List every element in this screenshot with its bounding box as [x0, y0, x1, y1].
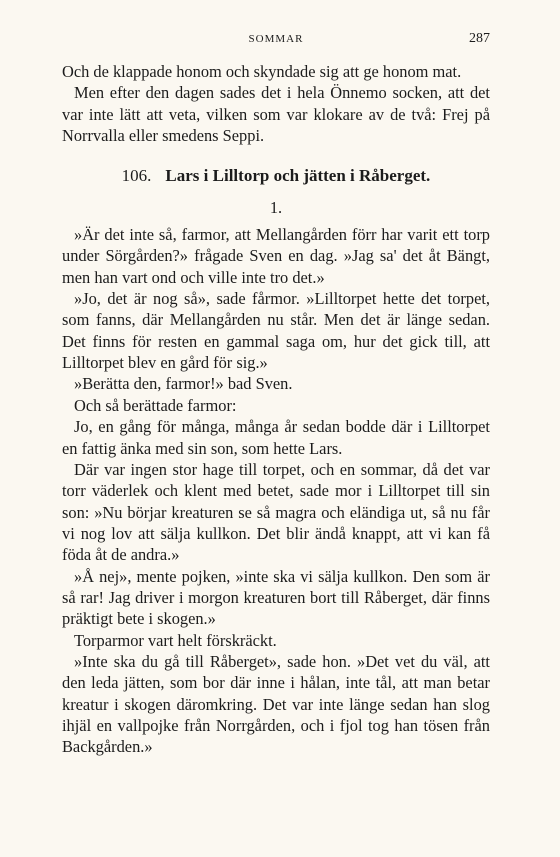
paragraph: »Inte ska du gå till Råberget», sade hon. »Det vet du väl, att den leda jätten, som bor där inne i hålan, inte tål, att man betar kreatur i skogen däromkring. Det var inte länge sedan han slog ihjäl en vallpojke från Norrgården, och i fjol tog han tösen från Backgården.» — [62, 651, 490, 757]
intro-paragraph: Men efter den dagen sades det i hela Önnemo socken, att det var inte lätt att veta, vilken som var klokare av de två: Frej på Norrvalla eller smedens Seppi. — [62, 83, 490, 146]
paragraph: Och så berättade farmor: — [74, 395, 237, 415]
paragraph: »Är det inte så, farmor, att Mellangården förr har varit ett torp under Sörgården?» frågade Sven en dag. »Jag sa' det åt Bängt, men han vart ond och ville inte tro det.» — [62, 225, 490, 287]
running-title: SOMMAR — [248, 33, 304, 45]
page-header — [62, 33, 490, 51]
section-number: 1. — [269, 197, 283, 217]
paragraph: »Berätta den, farmor!» bad Sven. — [74, 374, 293, 394]
paragraph: »Å nej», mente pojken, »inte ska vi sälja kullkon. Den som är så rar! Jag driver i morgon kreaturen bort till Råberget, där finns präktigt bete i skogen.» — [62, 566, 490, 629]
paragraph: Jo, en gång för många, många år sedan bodde där i Lilltorpet en fattig änka med sin son, som hette Lars. — [62, 417, 490, 458]
page-number: 287 — [469, 31, 490, 46]
chapter-heading — [62, 165, 490, 186]
chapter-number: 106. — [121, 166, 152, 186]
chapter-title: Lars i Lilltorp och jätten i Råberget. — [165, 166, 431, 186]
paragraph: Där var ingen stor hage till torpet, och en sommar, då det var torr väderlek och klent med betet, sade mor i Lilltorpet till sin son: »Nu börjar kreaturen se så magra och eländiga ut, så nu får vi nog lov att sälja kullkon. Det blir ändå knappt, att vi kan få föda åt de andra.» — [62, 459, 490, 565]
body-text — [62, 61, 490, 758]
paragraph: »Jo, det är nog så», sade fårmor. »Lilltorpet hette det torpet, som fanns, där Mellangården nu står. Men det är länge sedan. Det finns för resten en gammal saga om, hur det gick till, att Lilltorpet blev en gård för sig.» — [62, 289, 490, 373]
intro-paragraph: Och de klappade honom och skyndade sig att ge honom mat. — [62, 62, 462, 81]
paragraph: Torparmor vart helt förskräckt. — [74, 630, 277, 650]
